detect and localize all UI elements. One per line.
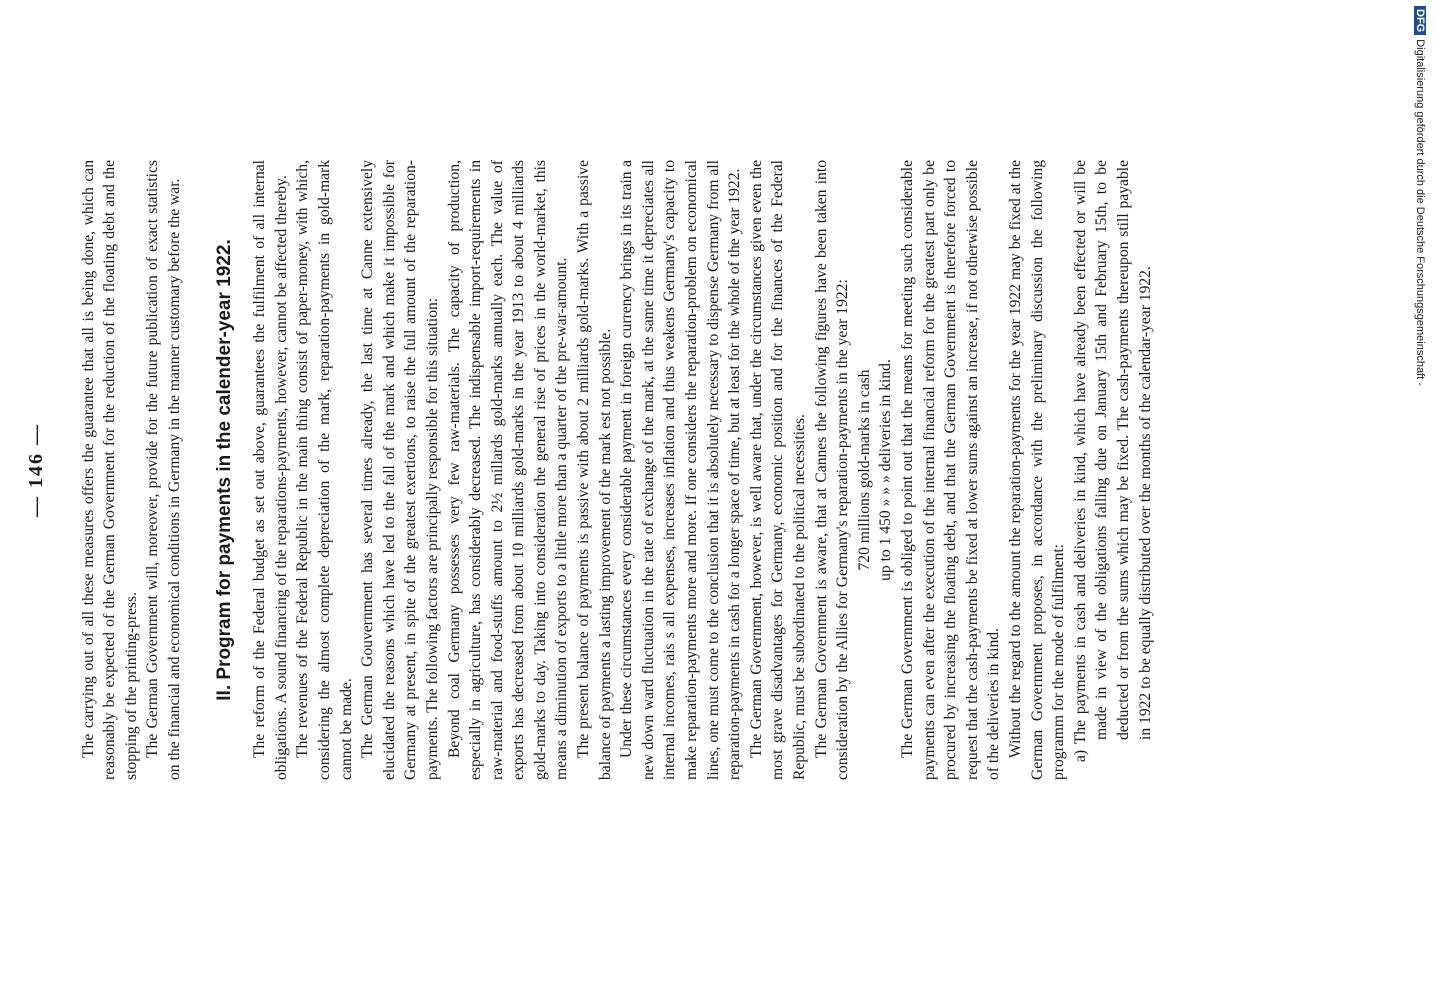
- paragraph-intro-2: The German Government will, moreover, provide for the future publication of exact statistics on the financial and economical conditions in Germany in the manner customary before the war.: [144, 160, 183, 780]
- list-item-a: a) The payments in cash and deliveries in kind, which have already been effected or will be made in view of the obligations falling due on January 15th and February 15th, to be deducted or from the sums which may be fixed. The cash-payments thereupon still payable in 1922 to be equally distributed over the months of the calendar-year 1922.: [1071, 160, 1154, 762]
- paragraph-10: Without the regard to the amount the reparation-payments for the year 1922 may be fixed at the German Government proposes, in accordance with the preliminary discussion the following programm for the mode of fulfilment:: [1006, 160, 1068, 780]
- paragraph-9: The German Government is obliged to point out that the means for meeting such considerable payments can even after the execution of the internal financial reform for the greatest part only be procured by increasing the floating debt, and that the German Government is therefore forced to request that the cash-payments be fixed at lower sums against an increase, if not otherwise possible of the deliveries in kind.: [898, 160, 1003, 780]
- paragraph-intro-1: The carrying out of all these measures offers the guarantee that all is being done, which can reasonably be expected of the German Government for the reduction of the floating debt and the stopping of the printing-press.: [79, 160, 140, 780]
- paragraph-5: The present balance of payments is passive with about 2 milliards gold-marks. With a passive balance of payments a lasting improvement of the mark est not possible.: [575, 160, 614, 780]
- paragraph-6: Under these circumstances every considerable payment in foreign currency brings in its train a new down ward fluctuation in the rate of exchange of the mark, at the same time it depreciates all internal incomes, rais s all expenses, increases inflation and thus weakens Germany's capacity to make reparation-payments more and more. If one considers the reparation-problem on economical lines, one must come to the conclusion that it is absolutely necessary to dispense Germany from all reparation-payments in cash for a longer space of time, but at least for the whole of the year 1922.: [618, 160, 744, 780]
- figure-line-cash: 720 millions gold-marks in cash: [855, 369, 873, 571]
- dfg-credit-text: Digitalisierung gefördert durch die Deutsche Forschungsgemeinschaft -: [1414, 39, 1426, 386]
- figure-line-kind: up to 1 450 » » » deliveries in kind.: [877, 359, 895, 581]
- dfg-credit-strip: [1412, 6, 1428, 396]
- paragraph-3: The German Gouvernment has several times already, the last time at Canne extensively elucidated the reasons which have led to the fall of the mark and which make it impossible for Germany at present, in spite of the greatest exertions, to raise the full amount of the reparation-payments. The following factors are principally responsible for this situation:: [359, 160, 441, 780]
- paragraph-1: The reform of the Federal budget as set out above, guarantees the fulfilment of all internal obligations. A sound financing of the reparations-payments, however, cannot be affected thereby.: [251, 160, 290, 780]
- paragraph-2: The revenues of the Federal Republic in the main thing consist of paper-money, with which, considering the almost complete depreciation of the mark, reparation-payments in gold-mark cannot be made.: [294, 160, 355, 780]
- section-heading: II. Program for payments in the calender-year 1922.: [213, 239, 235, 701]
- paragraph-4: Beyond coal Germany possesses very few raw-materials. The capacity of production, especially in agriculture, has considerably decreased. The indispensable import-requirements in raw-material and food-stuffs amount to 2½ millards gold-marks annually each. The value of exports has decreased from about 10 milliards gold-marks in the year 1913 to about 4 milliards gold-marks to day. Taking into consideration the general rise of prices in the world-market, this means a diminution of exports to a little more than a quarter of the pre-war-amount.: [445, 160, 571, 780]
- paragraph-8: The German Government is aware, that at Cannes the following figures have been taken into consideration by the Allies for Germany's reparation-payments in the year 1922:: [812, 160, 852, 780]
- page-text-block: [25, 160, 1156, 780]
- dfg-logo-badge: DFG: [1414, 6, 1426, 35]
- dfg-credit: [1414, 6, 1426, 386]
- page-number: — 146 —: [25, 423, 47, 517]
- rotated-scanned-page: [25, 0, 1360, 780]
- paragraph-7: The German Government, however, is well aware that, under the circumstances given even the most grave disadvantages for Germany, economic position and for the finances of the Federal Republic, must be subordinated to the political necessities.: [747, 160, 808, 780]
